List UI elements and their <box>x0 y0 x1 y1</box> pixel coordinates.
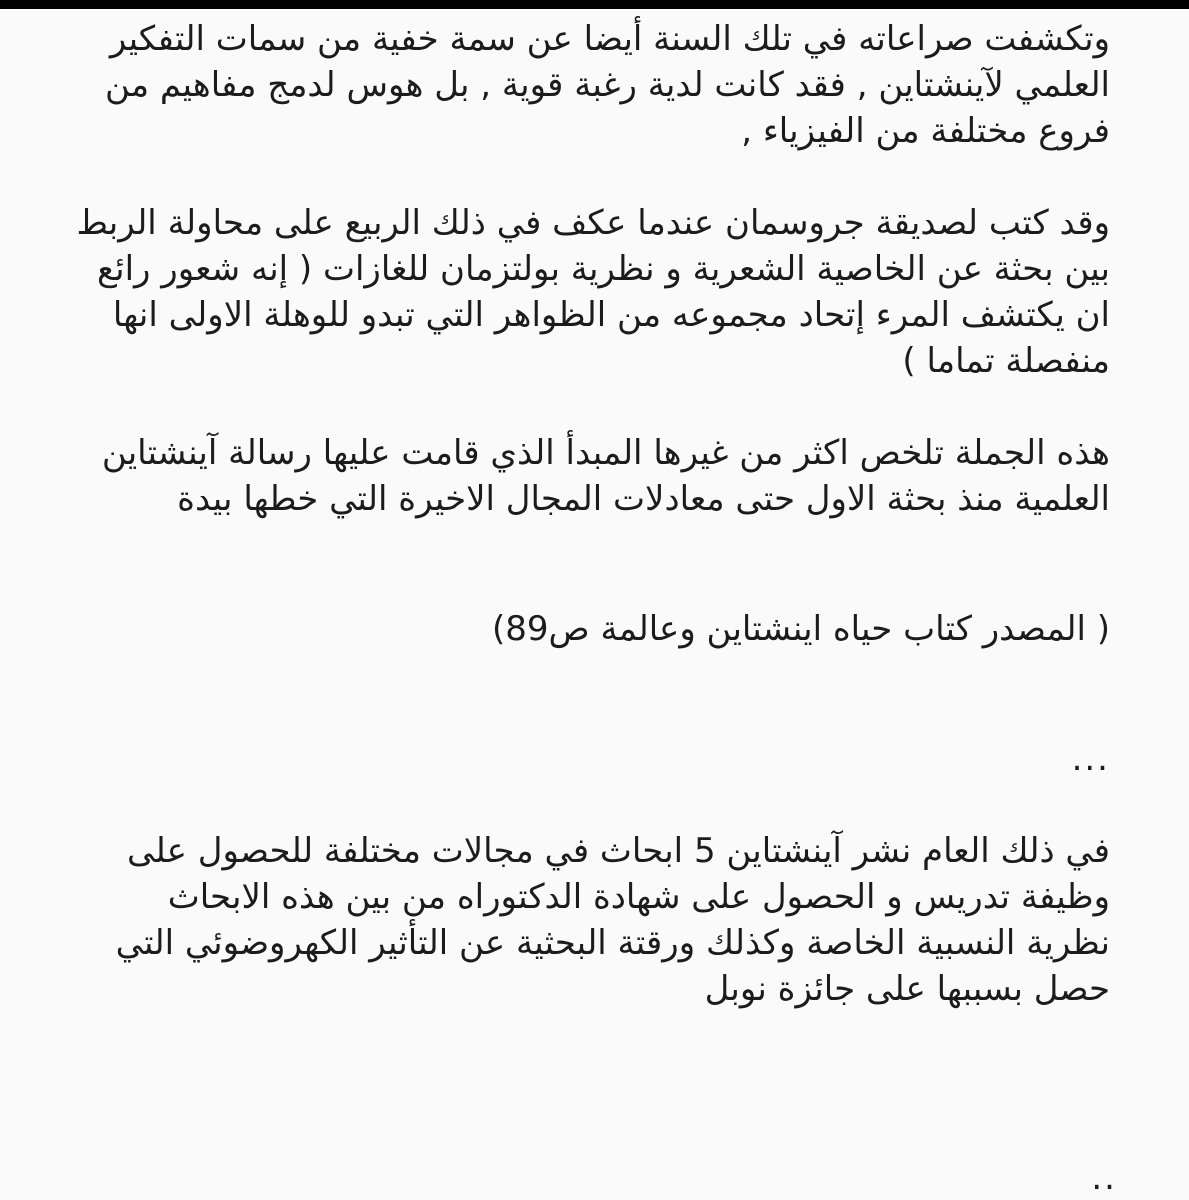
source-citation: ( المصدر كتاب حياه اينشتاين وعالمة ص89) <box>492 609 1110 649</box>
text-line: وظيفة تدريس و الحصول على شهادة الدكتوراه من بين هذه الابحاث <box>167 877 1110 917</box>
text-line: نظرية النسبية الخاصة وكذلك ورقتة البحثية عن التأثير الكهروضوئي التي <box>115 923 1110 963</box>
text-line: بين بحثة عن الخاصية الشعرية و نظرية بولتزمان للغازات ( إنه شعور رائع <box>97 249 1110 289</box>
text-line: فروع مختلفة من الفيزياء , <box>741 111 1110 151</box>
paragraph-4 <box>70 828 1110 1012</box>
top-edge-bar <box>0 0 1189 9</box>
blank-lines <box>70 522 1110 606</box>
text-line: حصل بسببها على جائزة نوبل <box>704 969 1110 1009</box>
text-line: ان يكتشف المرء إتحاد مجموعه من الظواهر التي تبدو للوهلة الاولى انها <box>112 295 1110 335</box>
text-line: وتكشفت صراعاته في تلك السنة أيضا عن سمة خفية من سمات التفكير <box>109 19 1110 59</box>
blank-line <box>70 154 1110 200</box>
trailing-dots: .. <box>1091 1158 1117 1198</box>
text-line: منفصلة تماما ) <box>902 341 1110 381</box>
text-line: في ذلك العام نشر آينشتاين 5 ابحاث في مجالات مختلفة للحصول على <box>127 831 1110 871</box>
note-body[interactable] <box>70 16 1110 1012</box>
blank-lines <box>70 652 1110 736</box>
paragraph-3 <box>70 430 1110 522</box>
text-line: وقد كتب لصديقة جروسمان عندما عكف في ذلك الربيع على محاولة الربط <box>76 203 1110 243</box>
paragraph-2 <box>70 200 1110 384</box>
blank-line <box>70 384 1110 430</box>
blank-line <box>70 782 1110 828</box>
text-line: العلمية منذ بحثة الاول حتى معادلات المجال الاخيرة التي خطها بيدة <box>177 479 1110 519</box>
text-line: العلمي لآينشتاين , فقد كانت لدية رغبة قوية , بل هوس لدمج مفاهيم من <box>104 65 1110 105</box>
ellipsis-separator: ... <box>1071 739 1110 779</box>
paragraph-1 <box>70 16 1110 154</box>
text-line: هذه الجملة تلخص اكثر من غيرها المبدأ الذي قامت عليها رسالة آينشتاين <box>101 433 1110 473</box>
